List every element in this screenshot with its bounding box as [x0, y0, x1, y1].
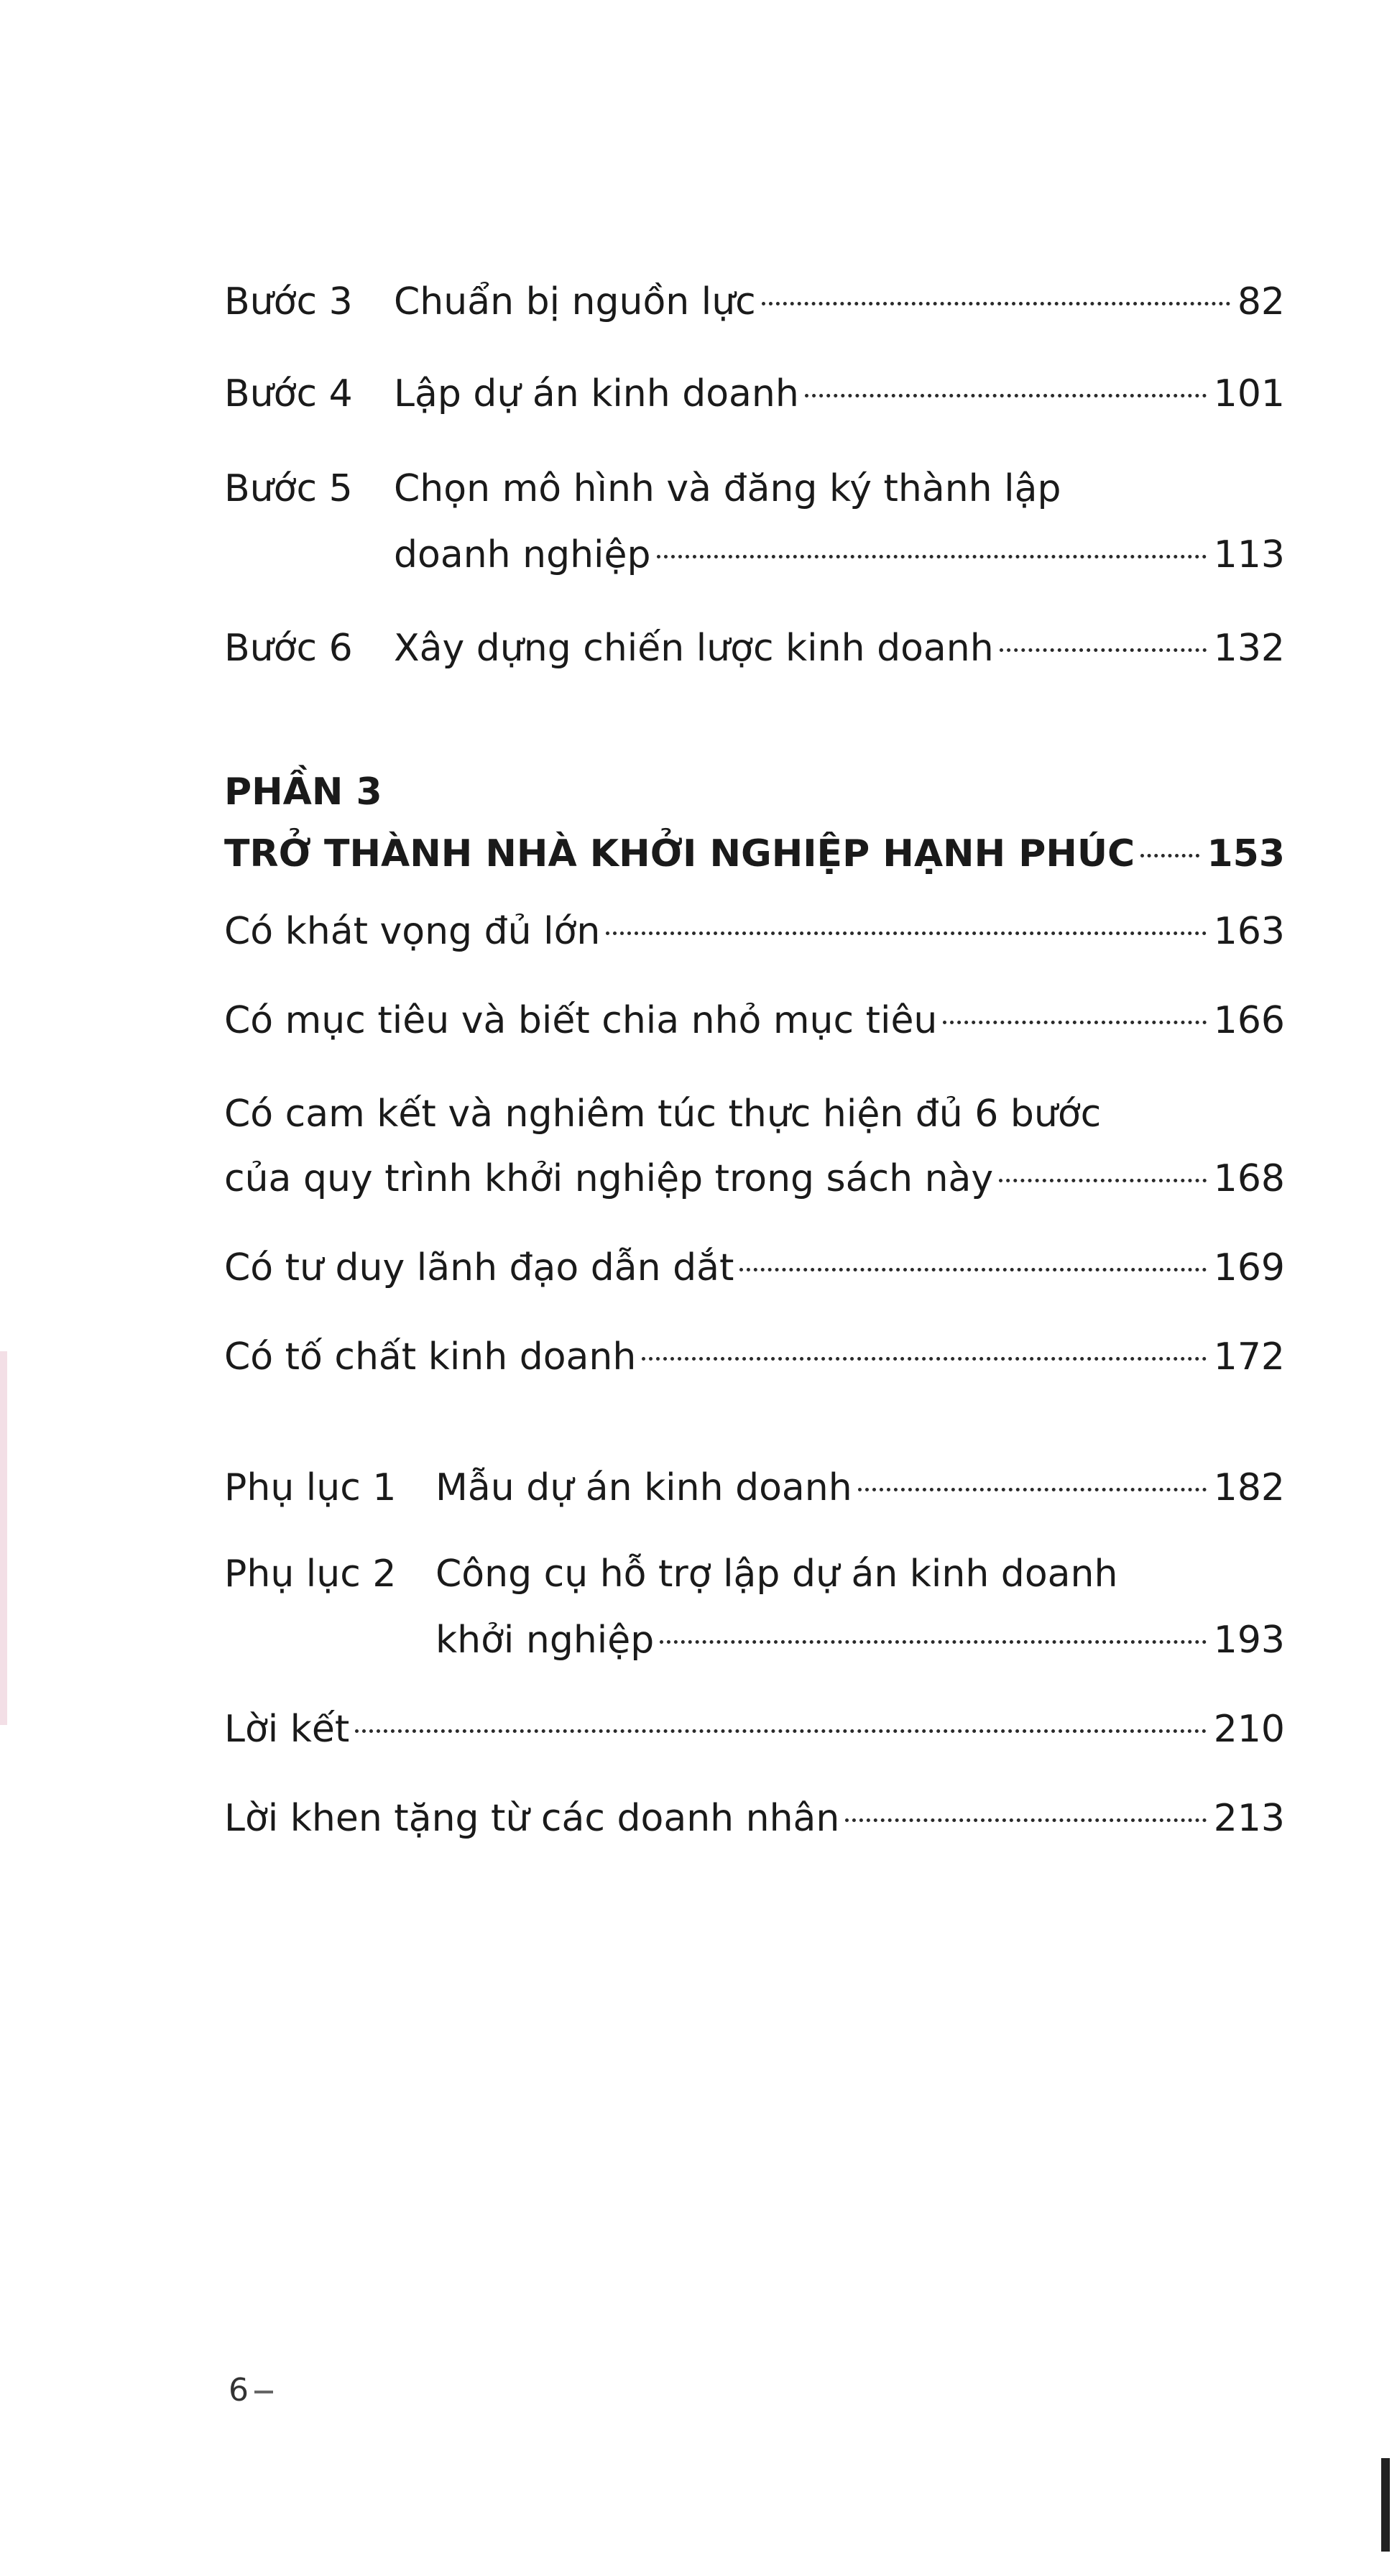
page-number: 132 [1213, 627, 1285, 670]
page-number: 210 [1213, 1708, 1285, 1751]
dot-leader [739, 1268, 1206, 1271]
entry-title: Lập dự án kinh doanh [394, 372, 799, 415]
dot-leader [642, 1357, 1206, 1361]
page-number: 213 [1213, 1797, 1285, 1840]
dot-leader [657, 555, 1207, 558]
toc-entry [224, 992, 1285, 1049]
step-5-label: Bước 5 [224, 467, 353, 510]
dot-leader [660, 1640, 1207, 1644]
dot-leader [355, 1729, 1206, 1733]
entry-title: Lời kết [224, 1708, 350, 1751]
part-3-label: PHẦN 3 [224, 770, 382, 814]
toc-entry-appendix-2 [435, 1611, 1285, 1669]
page-number: 101 [1213, 372, 1285, 415]
page-edge-mark [1381, 2458, 1390, 2552]
toc-entry [224, 1150, 1285, 1208]
dot-leader [845, 1818, 1206, 1822]
dot-leader [606, 932, 1206, 935]
toc-entry-testimonials [224, 1790, 1285, 1847]
toc-entry [224, 903, 1285, 960]
page-number: 193 [1213, 1619, 1285, 1662]
dot-leader [762, 302, 1230, 305]
folio-number: 6 [229, 2372, 249, 2409]
entry-title: Xây dựng chiến lược kinh doanh [394, 627, 994, 670]
page-number: 172 [1213, 1335, 1285, 1379]
dot-leader [858, 1488, 1207, 1491]
dot-leader [999, 1179, 1207, 1182]
toc-entry [224, 1328, 1285, 1386]
entry-title: Chuẩn bị nguồn lực [394, 280, 756, 323]
toc-entry-part-3 [224, 825, 1285, 883]
entry-title: của quy trình khởi nghiệp trong sách này [224, 1157, 994, 1200]
toc-entry-step-6 [394, 620, 1285, 677]
page-number: 166 [1213, 999, 1285, 1042]
page-edge-tint [0, 1351, 7, 1725]
toc-entry [224, 1239, 1285, 1297]
page-number: 168 [1213, 1157, 1285, 1200]
page-number: 163 [1213, 910, 1285, 953]
dot-leader [943, 1021, 1206, 1024]
dot-leader [805, 394, 1207, 397]
dot-leader [1000, 648, 1207, 652]
step-4-label: Bước 4 [224, 372, 353, 415]
entry-title: Có tố chất kinh doanh [224, 1335, 637, 1379]
appendix-2-label: Phụ lục 2 [224, 1552, 397, 1596]
entry-title: khởi nghiệp [435, 1619, 655, 1662]
toc-entry-step-3 [394, 273, 1285, 331]
dot-leader [1140, 854, 1199, 857]
entry-title-line1: Có cam kết và nghiêm túc thực hiện đủ 6 bước [224, 1092, 1102, 1136]
toc-entry-appendix-1 [435, 1459, 1285, 1517]
entry-title: Có mục tiêu và biết chia nhỏ mục tiêu [224, 999, 938, 1042]
page-number: 182 [1213, 1466, 1285, 1509]
entry-title: doanh nghiệp [394, 533, 651, 576]
toc-entry-step-4 [394, 365, 1285, 423]
entry-title: Lời khen tặng từ các doanh nhân [224, 1797, 840, 1840]
page-number: 169 [1213, 1246, 1285, 1289]
appendix-2-title-line1: Công cụ hỗ trợ lập dự án kinh doanh [435, 1552, 1118, 1596]
part-title: TRỞ THÀNH NHÀ KHỞI NGHIỆP HẠNH PHÚC [224, 832, 1135, 875]
page-number: 113 [1213, 533, 1285, 576]
step-3-label: Bước 3 [224, 280, 353, 323]
toc-entry-step-5 [394, 526, 1285, 584]
page-number: 153 [1207, 832, 1285, 875]
entry-title: Có tư duy lãnh đạo dẫn dắt [224, 1246, 734, 1289]
entry-title: Có khát vọng đủ lớn [224, 910, 601, 953]
appendix-1-label: Phụ lục 1 [224, 1466, 397, 1509]
page-number: 82 [1237, 280, 1285, 323]
toc-entry-closing [224, 1701, 1285, 1758]
folio-dash [254, 2391, 273, 2393]
step-5-title-line1: Chọn mô hình và đăng ký thành lập [394, 467, 1061, 510]
step-6-label: Bước 6 [224, 627, 353, 670]
page-folio [229, 2372, 273, 2409]
entry-title: Mẫu dự án kinh doanh [435, 1466, 852, 1509]
